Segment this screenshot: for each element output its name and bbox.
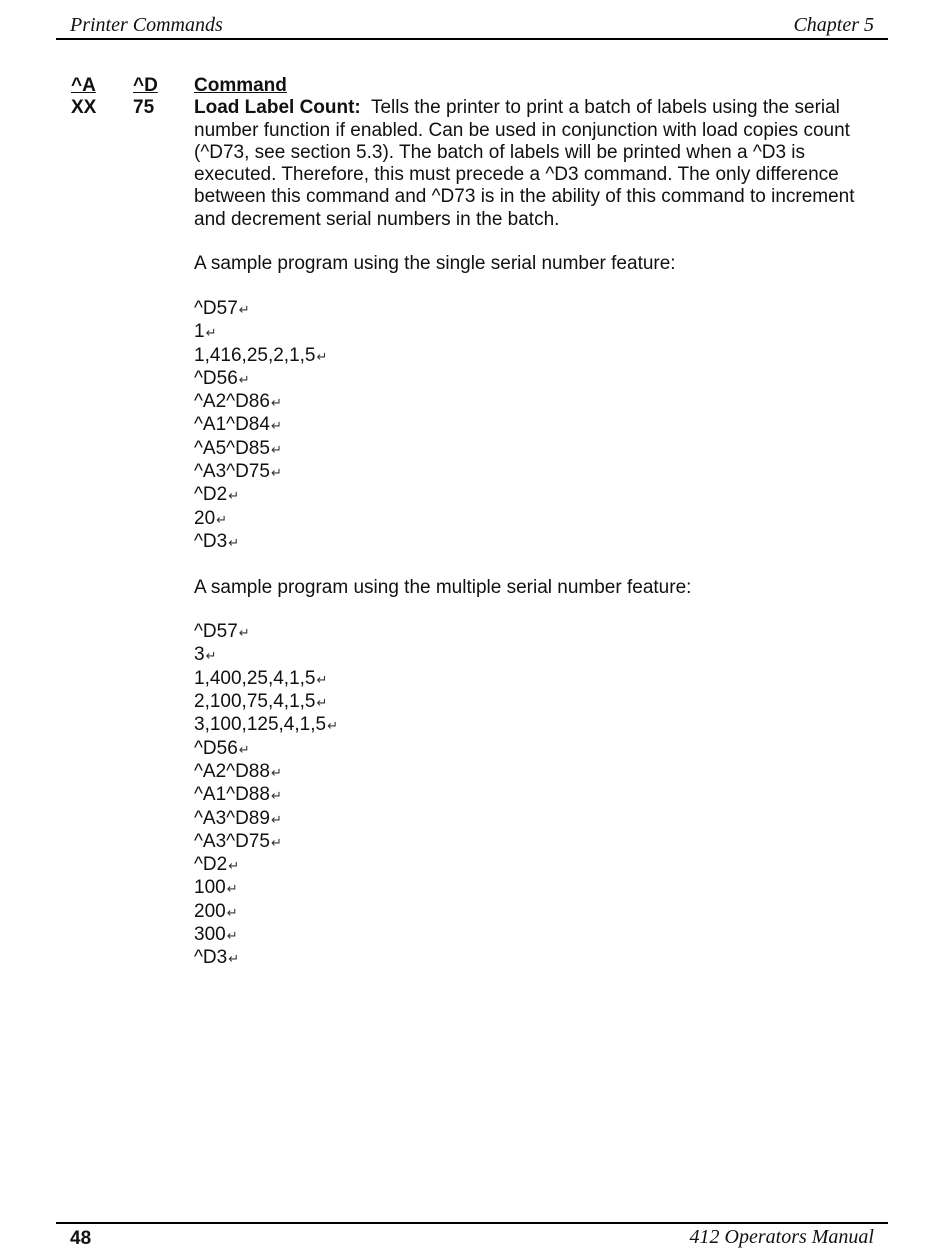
page-footer [56,1222,888,1254]
code-text: ^A5^D85 [194,437,270,459]
return-icon: ↵ [226,881,238,897]
column-d-heading: ^D [133,75,158,96]
return-icon: ↵ [270,395,282,411]
return-icon: ↵ [316,348,328,364]
code-text: ^D57 [194,297,238,319]
return-icon: ↵ [270,811,282,827]
return-icon: ↵ [238,625,250,641]
page-number: 48 [70,1228,92,1249]
return-icon: ↵ [228,534,240,550]
code-line [194,461,874,484]
return-icon: ↵ [270,465,282,481]
return-icon: ↵ [205,325,217,341]
return-icon: ↵ [238,301,250,317]
return-icon: ↵ [228,858,240,874]
code-line [194,508,874,531]
code-line [194,321,874,344]
return-icon: ↵ [270,788,282,804]
code-text: ^A2^D86 [194,391,270,413]
code-line [194,854,874,877]
sample2-intro: A sample program using the multiple serial number feature: [194,576,692,598]
return-icon: ↵ [270,418,282,434]
code-line [194,621,874,644]
return-icon: ↵ [270,764,282,780]
code-line [194,298,874,321]
code-text: ^D2 [194,854,228,876]
return-icon: ↵ [205,648,217,664]
code-text: ^D56 [194,737,238,759]
code-text: ^D57 [194,621,238,643]
code-line [194,714,874,737]
sample2-code-block [194,621,874,970]
code-line [194,668,874,691]
column-a-value: XX [71,97,97,119]
return-icon: ↵ [238,741,250,757]
header-chapter: Chapter 5 [793,14,874,36]
code-text: 1 [194,321,205,343]
code-text: 2,100,75,4,1,5 [194,691,316,713]
code-text: ^A3^D75 [194,461,270,483]
code-line [194,877,874,900]
return-icon: ↵ [216,511,228,527]
code-line [194,784,874,807]
command-description-paragraph [194,97,874,231]
code-text: 100 [194,877,226,899]
return-icon: ↵ [327,718,338,734]
code-line [194,831,874,854]
code-text: ^A1^D84 [194,414,270,436]
code-text: ^A2^D88 [194,760,270,782]
sample1-code-block [194,298,874,554]
command-column-heading: Command [194,75,287,96]
code-text: ^A3^D89 [194,807,270,829]
code-line [194,644,874,667]
column-a [71,75,121,120]
code-text: 200 [194,900,226,922]
sample1-intro: A sample program using the single serial number feature: [194,253,676,275]
return-icon: ↵ [270,441,282,457]
code-text: 3,100,125,4,1,5 [194,714,327,736]
page-header [56,12,888,40]
code-text: 20 [194,507,216,529]
code-text: ^D3 [194,947,228,969]
code-line [194,947,874,970]
column-d [133,75,183,120]
code-line [194,414,874,437]
code-line [194,368,874,391]
code-text: ^D2 [194,484,228,506]
code-line [194,531,874,554]
code-text: ^D3 [194,530,228,552]
code-text: ^A1^D88 [194,784,270,806]
code-line [194,391,874,414]
command-description: Tells the printer to print a batch of labels using the serial number function if enabled. Can be used in conjunction with load copies count (^D73, see section 5.3). The batch of labels will be printed when a ^D3 is executed. Therefore, this must precede a ^D3 command. The only difference between this command and ^D73 is in the ability of this command to increment and decrement serial numbers in the batch. [194,97,855,230]
code-line [194,761,874,784]
code-line [194,924,874,947]
code-text: 1,416,25,2,1,5 [194,344,316,366]
header-section-title: Printer Commands [70,14,223,36]
code-line [194,438,874,461]
code-line [194,484,874,507]
command-title: Load Label Count: [194,97,361,119]
return-icon: ↵ [226,927,238,943]
return-icon: ↵ [226,904,238,920]
code-text: ^A3^D75 [194,830,270,852]
code-text: 3 [194,644,205,666]
return-icon: ↵ [270,834,282,850]
code-line [194,738,874,761]
command-entry [194,75,874,971]
return-icon: ↵ [228,488,240,504]
code-line [194,691,874,714]
column-d-value: 75 [133,97,155,119]
column-a-heading: ^A [71,75,96,96]
code-text: ^D56 [194,367,238,389]
code-line [194,808,874,831]
manual-title: 412 Operators Manual [689,1226,874,1248]
return-icon: ↵ [238,371,250,387]
code-line [194,345,874,368]
return-icon: ↵ [228,951,240,967]
code-line [194,901,874,924]
return-icon: ↵ [316,671,328,687]
code-text: 1,400,25,4,1,5 [194,667,316,689]
code-text: 300 [194,923,226,945]
return-icon: ↵ [316,695,328,711]
